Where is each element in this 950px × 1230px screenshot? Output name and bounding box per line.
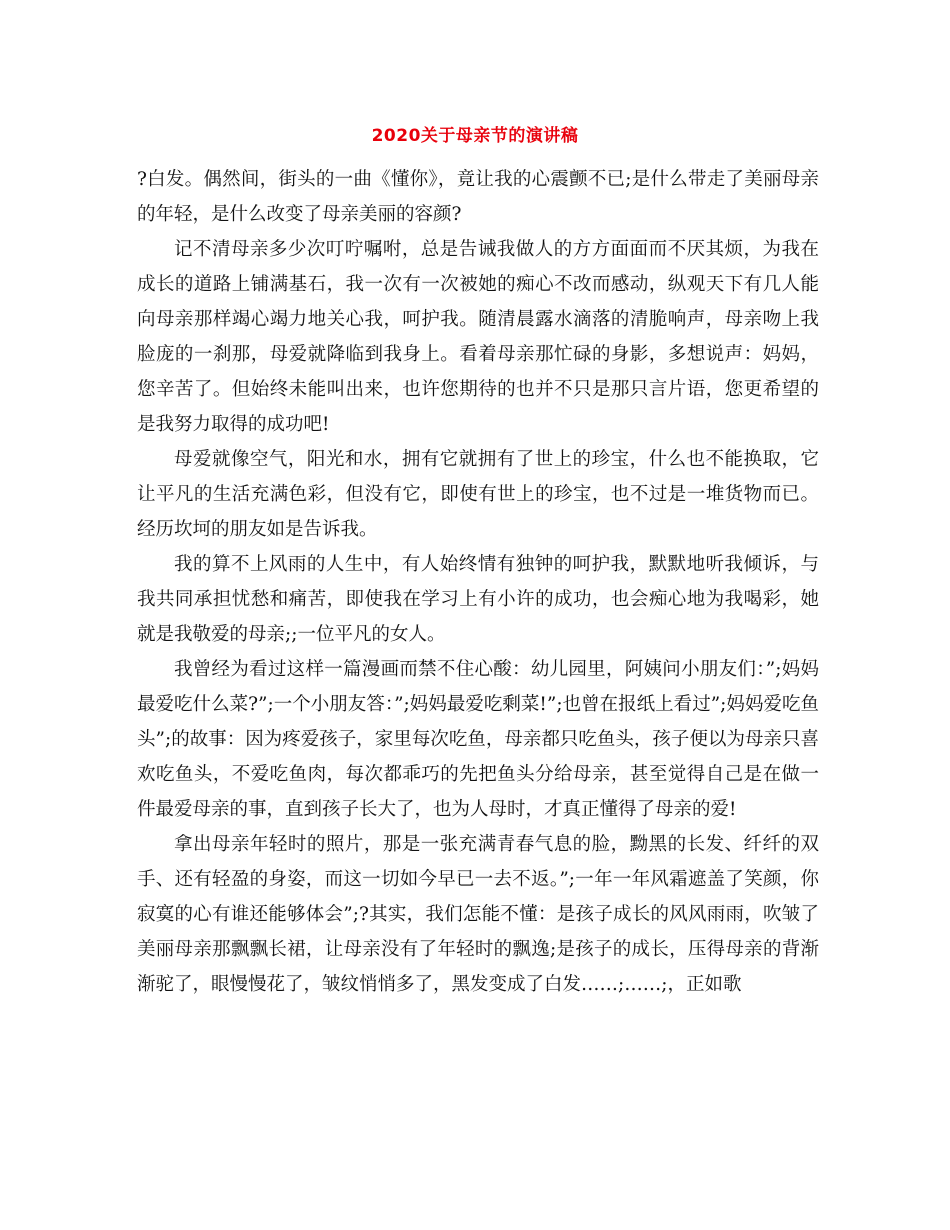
- paragraph: 母爱就像空气，阳光和水，拥有它就拥有了世上的珍宝，什么也不能换取，它让平凡的生活充满色彩，但没有它，即使有世上的珍宝，也不过是一堆货物而已。经历坎坷的朋友如是告诉我。: [137, 449, 819, 540]
- paragraph: 我曾经为看过这样一篇漫画而禁不住心酸：幼儿园里，阿姨问小朋友们：”;妈妈最爱吃什么菜?”;一个小朋友答：”;妈妈最爱吃剩菜!”;也曾在报纸上看过”;妈妈爱吃鱼头”;的故事：因为疼爱孩子，家里每次吃鱼，母亲都只吃鱼头，孩子便以为母亲只喜欢吃鱼头，不爱吃鱼肉，每次都乖巧的先把鱼头分给母亲，甚至觉得自己是在做一件最爱母亲的事，直到孩子长大了，也为人母时，才真正懂得了母亲的爱!: [137, 659, 819, 820]
- paragraph: ?白发。偶然间，街头的一曲《懂你》，竟让我的心震颤不已;是什么带走了美丽母亲的年轻，是什么改变了母亲美丽的容颜?: [137, 169, 819, 225]
- document-body: [137, 162, 819, 1002]
- page-title: 2020关于母亲节的演讲稿: [371, 126, 579, 146]
- paragraph: 记不清母亲多少次叮咛嘱咐，总是告诫我做人的方方面面而不厌其烦，为我在成长的道路上铺满基石，我一次有一次被她的痴心不改而感动，纵观天下有几人能向母亲那样竭心竭力地关心我，呵护我。随清晨露水滴落的清脆响声，母亲吻上我脸庞的一刹那，母爱就降临到我身上。看着母亲那忙碌的身影，多想说声：妈妈，您辛苦了。但始终未能叫出来，也许您期待的也并不只是那只言片语，您更希望的是我努力取得的成功吧!: [137, 239, 819, 435]
- paragraph: 我的算不上风雨的人生中，有人始终情有独钟的呵护我，默默地听我倾诉，与我共同承担忧愁和痛苦，即使我在学习上有小许的成功，也会痴心地为我喝彩，她就是我敬爱的母亲;;一位平凡的女人。: [137, 554, 819, 645]
- paragraph: 拿出母亲年轻时的照片，那是一张充满青春气息的脸，黝黑的长发、纤纤的双手、还有轻盈的身姿，而这一切如今早已一去不返。”;一年一年风霜遮盖了笑颜，你寂寞的心有谁还能够体会”;?其实，我们怎能不懂：是孩子成长的风风雨雨，吹皱了美丽母亲那飘飘长裙，让母亲没有了年轻时的飘逸;是孩子的成长，压得母亲的背渐渐驼了，眼慢慢花了，皱纹悄悄多了，黑发变成了白发……;……;，正如歌: [137, 834, 819, 995]
